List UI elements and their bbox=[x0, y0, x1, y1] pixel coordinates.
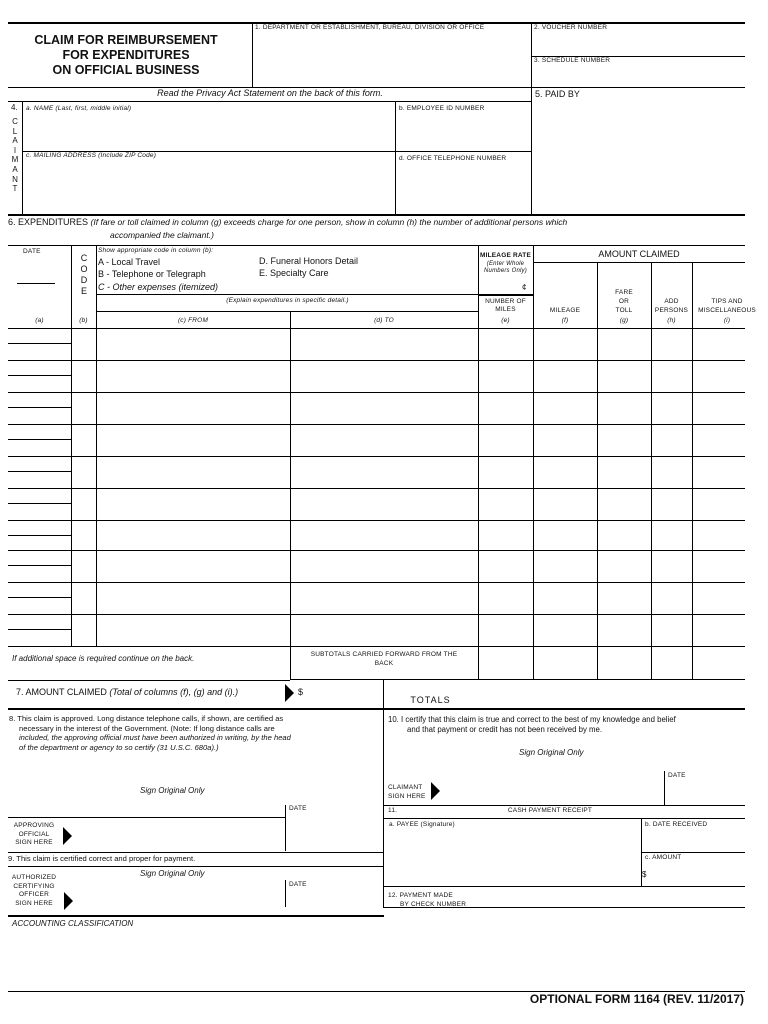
to-cell-row-6[interactable] bbox=[292, 490, 476, 518]
fare-title-3: TOLL bbox=[615, 307, 633, 314]
total-mileage-field[interactable] bbox=[534, 681, 596, 707]
approval-date-label: DATE bbox=[289, 805, 307, 812]
divider bbox=[8, 817, 286, 818]
claimant-vertical-label: C L A I M A N T bbox=[11, 117, 19, 194]
expenditures-heading: 6. EXPENDITURES (If fare or toll claimed in column (g) exceeds charge for one person, show in column (h) the number of additional persons which bbox=[8, 217, 568, 227]
department-label: 1. DEPARTMENT OR ESTABLISHMENT, BUREAU, DIVISION OR OFFICE bbox=[255, 24, 485, 31]
divider bbox=[96, 294, 479, 295]
persons-cell-row-4[interactable] bbox=[653, 426, 690, 454]
miles-cell-row-7[interactable] bbox=[480, 522, 531, 548]
row-divider bbox=[71, 582, 745, 583]
persons-cell-row-2[interactable] bbox=[653, 362, 690, 390]
row-divider bbox=[71, 392, 745, 393]
code-cell-row-5[interactable] bbox=[73, 458, 94, 486]
date-received-label: b. DATE RECEIVED bbox=[645, 821, 708, 828]
sign-here-arrow-icon bbox=[431, 782, 440, 800]
voucher-number-label: 2. VOUCHER NUMBER bbox=[534, 24, 608, 31]
certify9-date-field[interactable] bbox=[287, 890, 381, 907]
divider bbox=[96, 311, 479, 312]
approval-sign-original: Sign Original Only bbox=[140, 786, 205, 795]
divider bbox=[22, 102, 23, 214]
divider bbox=[597, 262, 598, 680]
approving-official-label: APPROVING OFFICIAL SIGN HERE bbox=[13, 822, 55, 846]
payee-signature-field[interactable] bbox=[386, 831, 640, 883]
sign-here-arrow-icon bbox=[63, 827, 72, 845]
miles-cell-row-2[interactable] bbox=[480, 362, 531, 390]
subtotals-label-2: BACK bbox=[374, 660, 394, 667]
check-number-field[interactable] bbox=[480, 888, 744, 906]
certification-9-text: 9. This claim is certified correct and proper for payment. bbox=[8, 854, 196, 863]
schedule-number-label: 3. SCHEDULE NUMBER bbox=[534, 57, 611, 64]
miles-cell-row-3[interactable] bbox=[480, 394, 531, 422]
date-cell-row-10[interactable] bbox=[10, 616, 69, 644]
divider bbox=[383, 907, 745, 908]
date-row-line bbox=[8, 456, 72, 457]
divider bbox=[71, 246, 72, 646]
to-cell-row-2[interactable] bbox=[292, 362, 476, 390]
date-row-line bbox=[8, 520, 72, 521]
mileage-cell-row-1[interactable] bbox=[535, 330, 595, 358]
code-cell-row-1[interactable] bbox=[73, 330, 94, 358]
divider bbox=[8, 852, 384, 853]
persons-cell-row-6[interactable] bbox=[653, 490, 690, 518]
date-cell-row-8[interactable] bbox=[10, 552, 69, 580]
paid-by-label: 5. PAID BY bbox=[535, 89, 580, 99]
approval-date-field[interactable] bbox=[287, 815, 381, 850]
from-cell-row-2[interactable] bbox=[98, 362, 288, 390]
miles-cell-row-8[interactable] bbox=[480, 552, 531, 580]
divider bbox=[383, 818, 745, 819]
to-cell-row-9[interactable] bbox=[292, 584, 476, 612]
certifying-officer-signature-field[interactable] bbox=[78, 882, 283, 907]
mileage-rate-note-1: (Enter Whole bbox=[486, 261, 525, 267]
divider bbox=[383, 886, 745, 887]
from-cell-row-9[interactable] bbox=[98, 584, 288, 612]
fare-cell-row-2[interactable] bbox=[599, 362, 649, 390]
tips-cell-row-3[interactable] bbox=[694, 394, 743, 422]
claimant-date-label: DATE bbox=[668, 772, 686, 779]
tips-cell-row-4[interactable] bbox=[694, 426, 743, 454]
date-cell-row-4[interactable] bbox=[10, 426, 69, 454]
date-row-line bbox=[8, 550, 72, 551]
miles-cell-row-9[interactable] bbox=[480, 584, 531, 612]
approval-statement: 8. This claim is approved. Long distance telephone calls, if shown, are certified as necessary in the interest of the Government. (Note: If long distance calls are included, the approving official must have been authorized in writing, by the head of the department or agency to so certify (31 U.S.C. 680a).) bbox=[9, 714, 291, 752]
column-e-label: (e) bbox=[501, 317, 510, 324]
privacy-act-note: Read the Privacy Act Statement on the back of this form. bbox=[157, 88, 383, 98]
date-cell-row-3[interactable] bbox=[10, 394, 69, 422]
miles-cell-row-10[interactable] bbox=[480, 616, 531, 644]
add-persons-title-1: ADD bbox=[664, 298, 679, 305]
column-i-label: (i) bbox=[723, 317, 731, 324]
divider bbox=[383, 805, 745, 806]
cash-payment-receipt-title: CASH PAYMENT RECEIPT bbox=[507, 807, 593, 814]
column-c-label: (c) FROM bbox=[177, 317, 209, 324]
certify9-date-label: DATE bbox=[289, 881, 307, 888]
subtotals-label-1: SUBTOTALS CARRIED FORWARD FROM THE bbox=[310, 651, 458, 658]
fare-cell-row-4[interactable] bbox=[599, 426, 649, 454]
mileage-rate-label: MILEAGE RATE bbox=[479, 252, 532, 259]
miles-cell-row-5[interactable] bbox=[480, 458, 531, 486]
mileage-cell-row-7[interactable] bbox=[535, 522, 595, 548]
fare-cell-row-8[interactable] bbox=[599, 552, 649, 580]
receipt-number: 11. bbox=[388, 807, 398, 814]
claimant-signature-field[interactable] bbox=[444, 772, 662, 804]
code-vertical-label: C O D E bbox=[80, 253, 88, 296]
approving-official-signature-field[interactable] bbox=[76, 819, 283, 850]
from-cell-row-1[interactable] bbox=[98, 330, 288, 358]
employee-id-label: b. EMPLOYEE ID NUMBER bbox=[399, 105, 485, 112]
tips-cell-row-1[interactable] bbox=[694, 330, 743, 358]
department-field[interactable] bbox=[253, 33, 530, 86]
row-divider bbox=[71, 488, 745, 489]
persons-cell-row-9[interactable] bbox=[653, 584, 690, 612]
mileage-cell-row-3[interactable] bbox=[535, 394, 595, 422]
certify9-sign-original: Sign Original Only bbox=[140, 869, 205, 878]
to-cell-row-3[interactable] bbox=[292, 394, 476, 422]
amount-field[interactable] bbox=[652, 864, 744, 884]
accounting-classification-field[interactable] bbox=[10, 932, 744, 988]
code-cell-row-8[interactable] bbox=[73, 552, 94, 580]
tips-cell-row-7[interactable] bbox=[694, 522, 743, 548]
column-h-label: (h) bbox=[667, 317, 676, 324]
from-cell-row-6[interactable] bbox=[98, 490, 288, 518]
mileage-cell-row-8[interactable] bbox=[535, 552, 595, 580]
divider bbox=[692, 262, 693, 680]
cent-symbol: ¢ bbox=[522, 283, 527, 292]
mailing-address-field[interactable] bbox=[24, 162, 394, 212]
tips-cell-row-6[interactable] bbox=[694, 490, 743, 518]
fare-cell-row-10[interactable] bbox=[599, 616, 649, 644]
tips-title-1: TIPS AND bbox=[711, 298, 743, 305]
code-d: D. Funeral Honors Detail bbox=[259, 256, 359, 266]
column-a-label: (a) bbox=[35, 317, 44, 324]
tips-cell-row-8[interactable] bbox=[694, 552, 743, 580]
to-cell-row-4[interactable] bbox=[292, 426, 476, 454]
divider bbox=[641, 852, 745, 853]
date-cell-row-7[interactable] bbox=[10, 522, 69, 548]
fare-title-1: FARE bbox=[615, 289, 633, 296]
add-persons-title-2: PERSONS bbox=[654, 307, 689, 314]
row-divider bbox=[71, 360, 745, 361]
total-fare-field[interactable] bbox=[598, 681, 650, 707]
divider bbox=[8, 328, 745, 329]
code-cell-row-6[interactable] bbox=[73, 490, 94, 518]
divider bbox=[8, 646, 745, 647]
employee-id-field[interactable] bbox=[397, 114, 530, 150]
tips-cell-row-2[interactable] bbox=[694, 362, 743, 390]
arrow-icon bbox=[285, 684, 294, 702]
persons-cell-row-10[interactable] bbox=[653, 616, 690, 644]
date-row-line bbox=[8, 360, 72, 361]
mailing-address-label: c. MAILING ADDRESS (Include ZIP Code) bbox=[26, 152, 157, 159]
to-cell-row-10[interactable] bbox=[292, 616, 476, 644]
dollar-symbol: $ bbox=[298, 687, 304, 697]
name-field[interactable] bbox=[24, 114, 394, 150]
divider bbox=[8, 915, 384, 917]
mileage-cell-row-5[interactable] bbox=[535, 458, 595, 486]
divider bbox=[533, 262, 745, 263]
mileage-cell-row-4[interactable] bbox=[535, 426, 595, 454]
tips-title-2: MISCELLANEOUS bbox=[698, 307, 756, 314]
code-e: E. Specialty Care bbox=[259, 268, 329, 278]
divider bbox=[285, 880, 286, 907]
to-cell-row-1[interactable] bbox=[292, 330, 476, 358]
total-tips-field[interactable] bbox=[693, 681, 744, 707]
code-b: B - Telephone or Telegraph bbox=[98, 269, 206, 279]
paid-by-field[interactable] bbox=[533, 102, 744, 212]
fare-cell-row-5[interactable] bbox=[599, 458, 649, 486]
number-of-miles-label-1: NUMBER OF bbox=[485, 298, 526, 305]
divider bbox=[290, 646, 291, 680]
column-f-label: (f) bbox=[561, 317, 569, 324]
date-cell-row-5[interactable] bbox=[10, 458, 69, 486]
code-cell-row-3[interactable] bbox=[73, 394, 94, 422]
fare-cell-row-1[interactable] bbox=[599, 330, 649, 358]
claimant-certification: 10. I certify that this claim is true and correct to the best of my knowledge and belief and that payment or credit has not been received by me. bbox=[388, 715, 676, 734]
divider bbox=[8, 214, 745, 216]
mileage-rate-note-2: Numbers Only) bbox=[484, 268, 527, 274]
miles-cell-row-1[interactable] bbox=[480, 330, 531, 358]
certifying-officer-label: AUTHORIZED CERTIFYING OFFICER SIGN HERE bbox=[11, 874, 57, 907]
date-cell-row-9[interactable] bbox=[10, 584, 69, 612]
form-number-footer: OPTIONAL FORM 1164 (REV. 11/2017) bbox=[529, 992, 744, 1006]
office-telephone-label: d. OFFICE TELEPHONE NUMBER bbox=[399, 155, 507, 162]
mileage-cell-row-6[interactable] bbox=[535, 490, 595, 518]
divider bbox=[664, 771, 665, 805]
amount-label: c. AMOUNT bbox=[645, 854, 682, 861]
fare-cell-row-6[interactable] bbox=[599, 490, 649, 518]
date-row-line bbox=[8, 424, 72, 425]
date-cell-row-6[interactable] bbox=[10, 490, 69, 518]
divider bbox=[8, 866, 384, 867]
divider bbox=[290, 311, 291, 680]
amount-dollar-symbol: $ bbox=[642, 870, 647, 879]
fare-cell-row-9[interactable] bbox=[599, 584, 649, 612]
mileage-cell-row-10[interactable] bbox=[535, 616, 595, 644]
row-divider bbox=[71, 456, 745, 457]
fare-cell-row-3[interactable] bbox=[599, 394, 649, 422]
fare-title-2: OR bbox=[618, 298, 630, 305]
from-cell-row-7[interactable] bbox=[98, 522, 288, 548]
from-cell-row-5[interactable] bbox=[98, 458, 288, 486]
row-divider bbox=[71, 614, 745, 615]
code-cell-row-2[interactable] bbox=[73, 362, 94, 390]
date-row-line bbox=[8, 488, 72, 489]
tips-cell-row-5[interactable] bbox=[694, 458, 743, 486]
divider bbox=[290, 679, 745, 680]
accounting-classification-label: ACCOUNTING CLASSIFICATION bbox=[12, 919, 134, 928]
mileage-cell-row-2[interactable] bbox=[535, 362, 595, 390]
date-row-line bbox=[8, 582, 72, 583]
divider bbox=[285, 805, 286, 851]
row-divider bbox=[71, 550, 745, 551]
persons-cell-row-3[interactable] bbox=[653, 394, 690, 422]
divider bbox=[8, 245, 745, 246]
divider bbox=[8, 708, 745, 710]
to-cell-row-5[interactable] bbox=[292, 458, 476, 486]
date-column-label: DATE bbox=[23, 248, 41, 255]
office-telephone-field[interactable] bbox=[397, 165, 530, 212]
expenditures-note: accompanied the claimant.) bbox=[110, 230, 214, 240]
continue-note: If additional space is required continue on the back. bbox=[12, 654, 195, 663]
code-instruction: Show appropriate code in column (b): bbox=[98, 247, 214, 254]
title-line-1: CLAIM FOR REIMBURSEMENT bbox=[34, 33, 218, 47]
divider bbox=[651, 262, 652, 680]
form-title bbox=[10, 33, 242, 78]
miles-cell-row-6[interactable] bbox=[480, 490, 531, 518]
divider bbox=[478, 294, 533, 296]
claimant-sign-here-label: CLAIMANT SIGN HERE bbox=[388, 784, 426, 800]
code-cell-row-10[interactable] bbox=[73, 616, 94, 644]
column-b-label: (b) bbox=[79, 317, 88, 324]
amount-claimed-total-label: 7. AMOUNT CLAIMED (Total of columns (f), (g) and (i).) bbox=[16, 687, 239, 697]
explain-note: (Explain expenditures in specific detail.) bbox=[226, 297, 349, 304]
title-line-3: ON OFFICIAL BUSINESS bbox=[52, 63, 200, 77]
number-of-miles-label-2: MILES bbox=[495, 306, 516, 313]
from-cell-row-4[interactable] bbox=[98, 426, 288, 454]
payment-made-label: 12. PAYMENT MADE BY CHECK NUMBER bbox=[388, 892, 467, 908]
to-cell-row-8[interactable] bbox=[292, 552, 476, 580]
date-underline bbox=[17, 283, 55, 284]
date-row-line bbox=[8, 614, 72, 615]
mileage-cell-row-9[interactable] bbox=[535, 584, 595, 612]
claimant-date-field[interactable] bbox=[666, 782, 744, 804]
total-persons-field[interactable] bbox=[652, 681, 691, 707]
voucher-number-field[interactable] bbox=[532, 33, 744, 55]
tips-cell-row-9[interactable] bbox=[694, 584, 743, 612]
from-cell-row-3[interactable] bbox=[98, 394, 288, 422]
totals-label: TOTALS bbox=[410, 695, 451, 705]
name-label: a. NAME (Last, first, middle initial) bbox=[26, 105, 132, 112]
title-line-2: FOR EXPENDITURES bbox=[62, 48, 190, 62]
date-cell-row-1[interactable] bbox=[10, 330, 69, 358]
column-g-label: (g) bbox=[619, 317, 629, 324]
fare-cell-row-7[interactable] bbox=[599, 522, 649, 548]
code-a: A - Local Travel bbox=[98, 257, 161, 267]
miles-cell-row-4[interactable] bbox=[480, 426, 531, 454]
persons-cell-row-7[interactable] bbox=[653, 522, 690, 548]
divider bbox=[395, 102, 396, 214]
code-cell-row-4[interactable] bbox=[73, 426, 94, 454]
payee-label: a. PAYEE (Signature) bbox=[389, 821, 455, 828]
divider bbox=[8, 101, 532, 102]
tips-cell-row-10[interactable] bbox=[694, 616, 743, 644]
row-divider bbox=[71, 520, 745, 521]
divider bbox=[8, 680, 290, 681]
mileage-column-title: MILEAGE bbox=[549, 307, 581, 314]
mileage-rate-field[interactable] bbox=[480, 276, 520, 293]
to-cell-row-7[interactable] bbox=[292, 522, 476, 548]
date-received-field[interactable] bbox=[643, 831, 744, 851]
persons-cell-row-1[interactable] bbox=[653, 330, 690, 358]
divider bbox=[96, 246, 97, 646]
amount-claimed-heading: AMOUNT CLAIMED bbox=[598, 249, 680, 259]
from-cell-row-10[interactable] bbox=[98, 616, 288, 644]
code-c: C - Other expenses (itemized) bbox=[98, 282, 219, 292]
sign-here-arrow-icon bbox=[64, 892, 73, 910]
date-row-line bbox=[8, 392, 72, 393]
persons-cell-row-5[interactable] bbox=[653, 458, 690, 486]
divider bbox=[383, 680, 384, 907]
certify10-sign-original: Sign Original Only bbox=[519, 748, 584, 757]
column-d-label: (d) TO bbox=[374, 317, 394, 324]
persons-cell-row-8[interactable] bbox=[653, 552, 690, 580]
code-cell-row-9[interactable] bbox=[73, 584, 94, 612]
row-divider bbox=[71, 424, 745, 425]
from-cell-row-8[interactable] bbox=[98, 552, 288, 580]
claimant-number: 4. bbox=[11, 103, 18, 112]
code-cell-row-7[interactable] bbox=[73, 522, 94, 548]
date-cell-row-2[interactable] bbox=[10, 362, 69, 390]
amount-claimed-total-field[interactable] bbox=[306, 682, 382, 706]
